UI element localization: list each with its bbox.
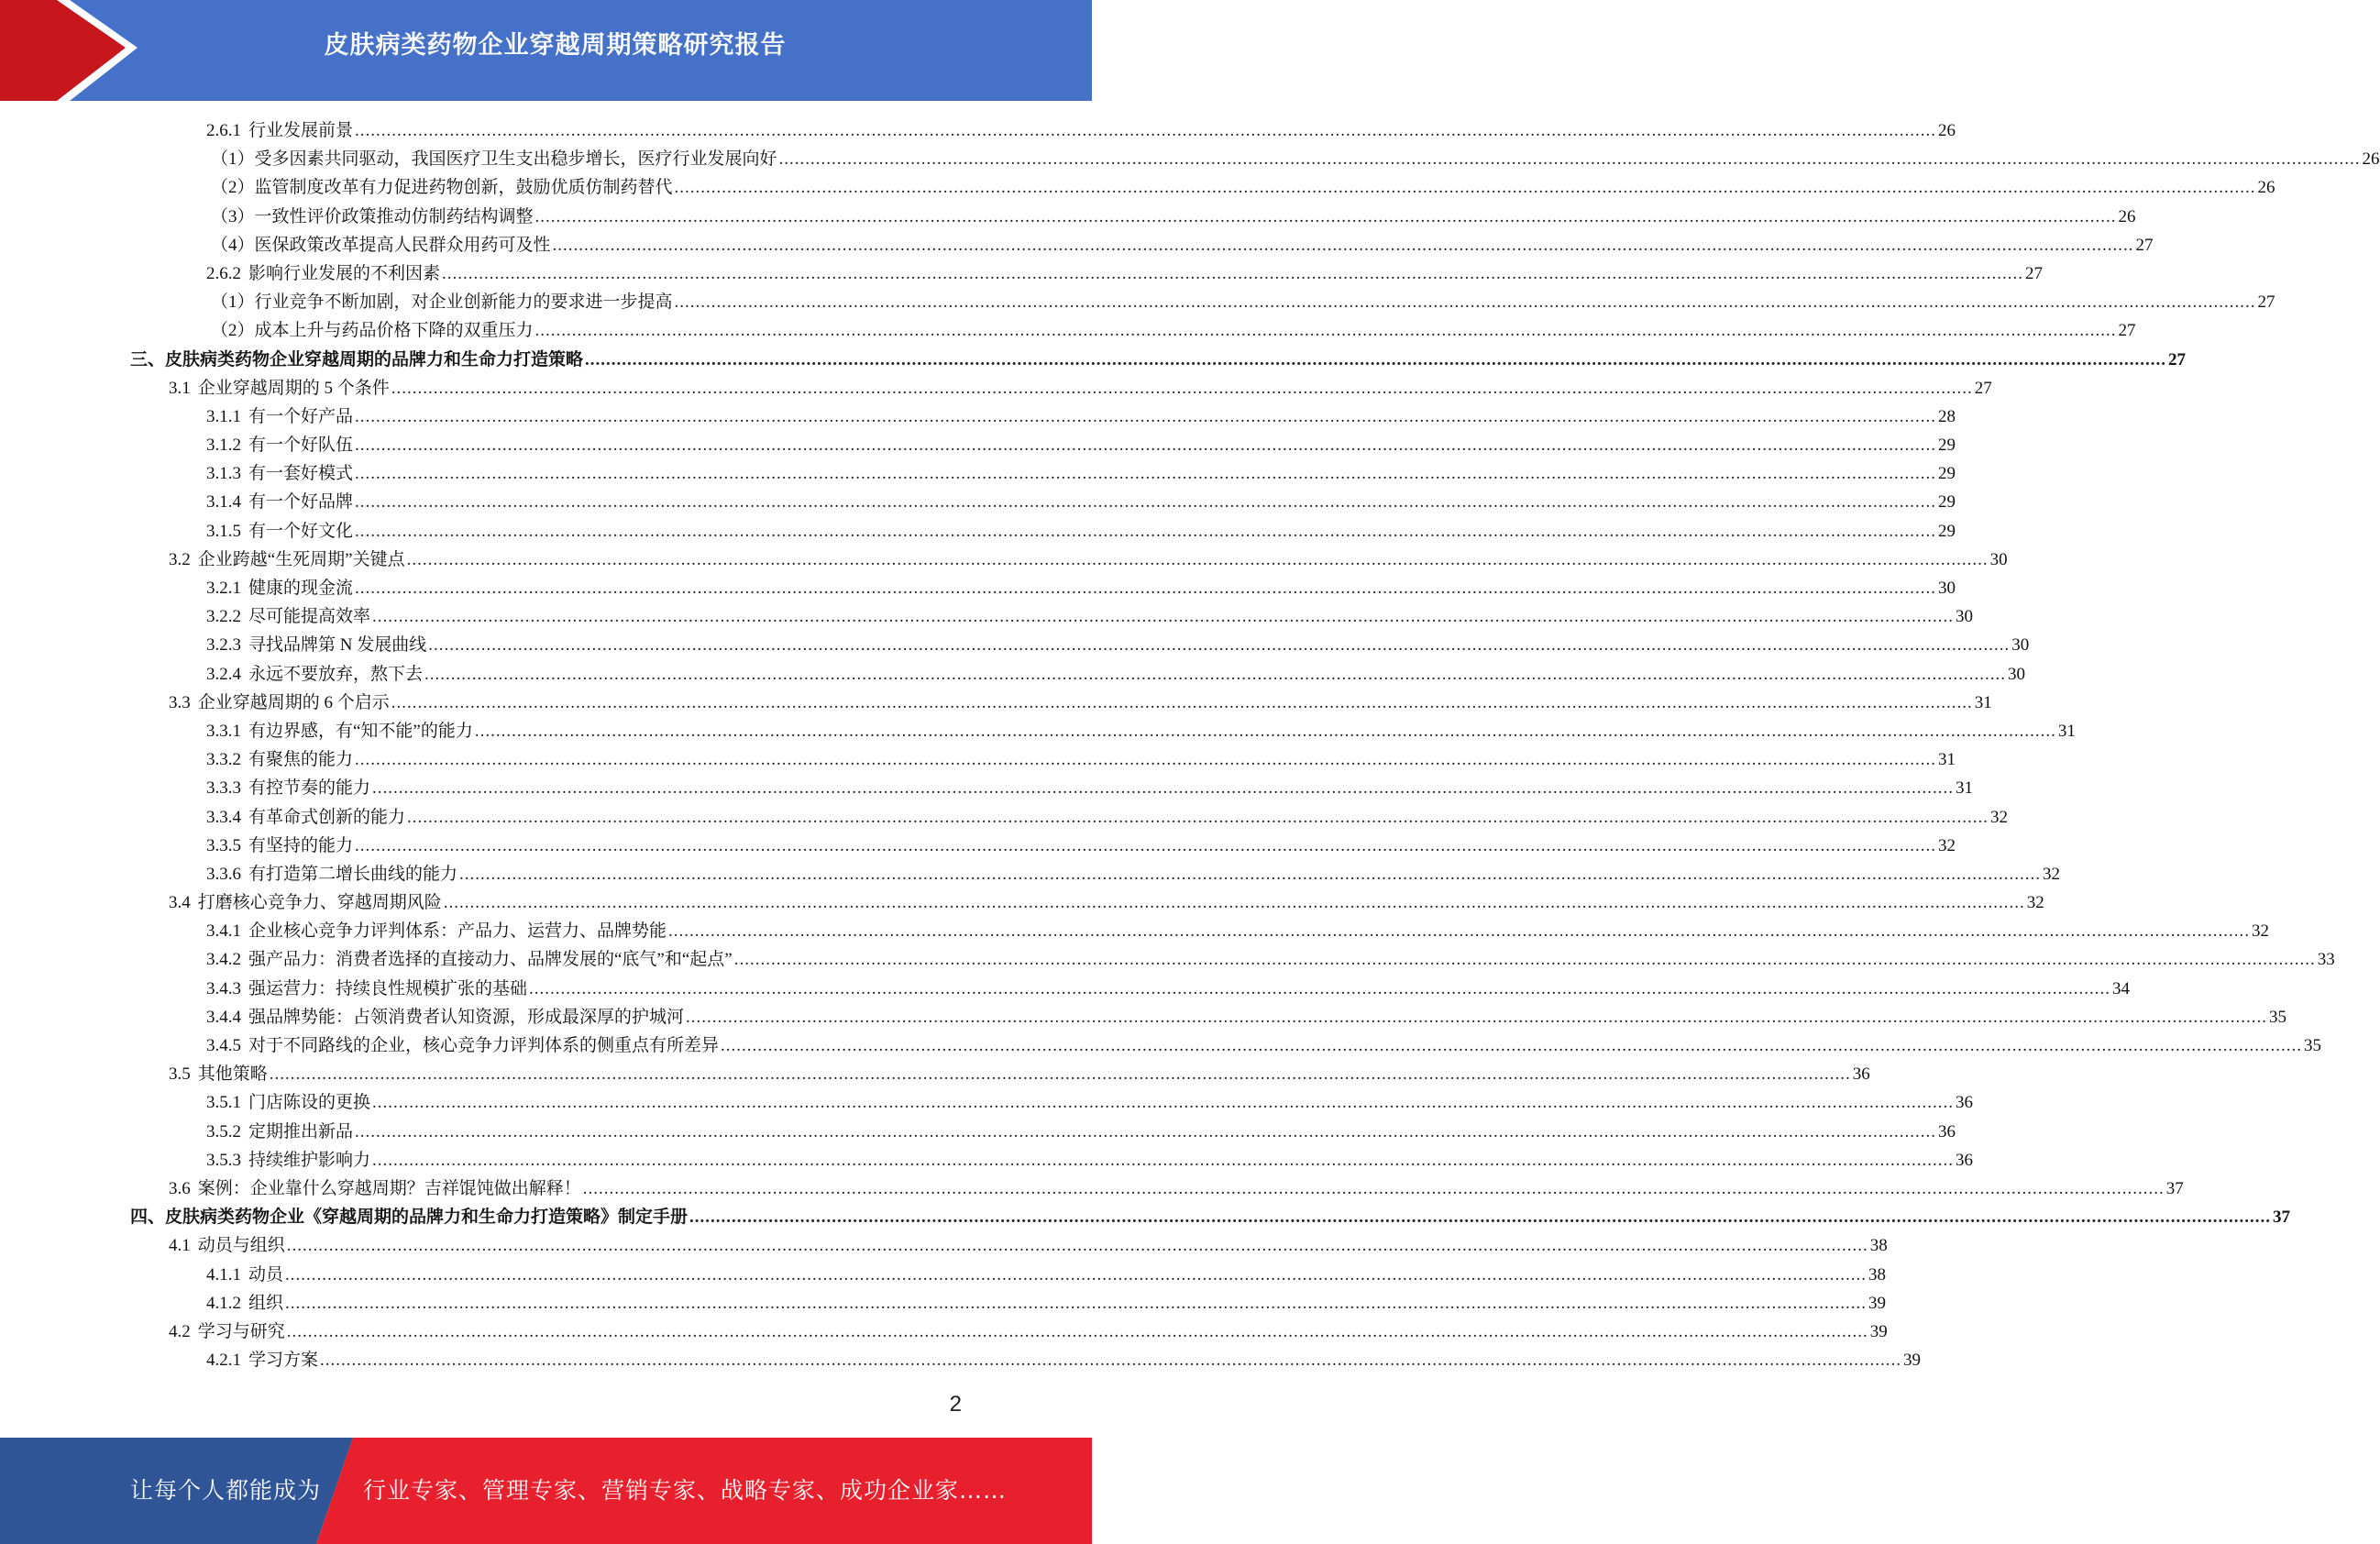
toc-entry-number: （4） xyxy=(211,235,255,255)
toc-entry-page: 31 xyxy=(2057,721,2076,741)
toc-entry-page: 34 xyxy=(2112,978,2131,998)
toc-entry-page: 32 xyxy=(2026,893,2044,913)
toc-entry[interactable] xyxy=(0,116,1956,145)
table-of-contents xyxy=(0,116,2380,1374)
toc-entry-title: 有一套好模式 xyxy=(248,464,354,484)
toc-entry[interactable] xyxy=(0,431,1956,459)
toc-entry-number: 3.5 xyxy=(169,1064,191,1085)
toc-entry-number: 4.2 xyxy=(169,1321,191,1341)
toc-entry-number: 3.2.1 xyxy=(206,579,241,598)
toc-entry[interactable] xyxy=(0,574,1956,602)
toc-entry[interactable] xyxy=(0,1261,1887,1289)
toc-dot-leader: ............................................................................................................................................................................................................................................................................................................ xyxy=(372,1150,1955,1170)
toc-entry-number: 3.1 xyxy=(169,378,191,398)
toc-dot-leader: ............................................................................................................................................................................................................................................................................................................ xyxy=(406,549,1989,569)
toc-dot-leader: ............................................................................................................................................................................................................................................................................................................ xyxy=(355,521,1937,541)
toc-entry[interactable] xyxy=(0,975,2131,1003)
toc-entry[interactable] xyxy=(0,1231,1888,1260)
toc-entry-number: 3.5.1 xyxy=(206,1093,241,1113)
toc-entry[interactable] xyxy=(0,203,2136,231)
toc-dot-leader: ............................................................................................................................................................................................................................................................................................................ xyxy=(442,263,2024,283)
toc-entry[interactable] xyxy=(0,860,2061,888)
toc-entry-title: 其他策略 xyxy=(197,1064,268,1085)
toc-entry[interactable] xyxy=(0,288,2275,316)
toc-entry[interactable] xyxy=(0,403,1956,431)
toc-entry-number: 3.3 xyxy=(169,692,191,712)
toc-entry-title: 永远不要放弃，熬下去 xyxy=(248,664,424,684)
toc-dot-leader: ............................................................................................................................................................................................................................................................................................................ xyxy=(552,235,2134,255)
header-band xyxy=(0,0,1092,101)
toc-dot-leader: ............................................................................................................................................................................................................................................................................................................ xyxy=(391,378,1973,398)
toc-entry[interactable] xyxy=(0,1088,1974,1117)
toc-dot-leader: ............................................................................................................................................................................................................................................................................................................ xyxy=(355,1121,1937,1141)
toc-entry[interactable] xyxy=(0,660,2026,689)
toc-dot-leader: ............................................................................................................................................................................................................................................................................................................ xyxy=(424,664,2007,684)
toc-dot-leader: ............................................................................................................................................................................................................................................................................................................ xyxy=(355,464,1937,484)
toc-entry-page: 35 xyxy=(2304,1036,2322,1055)
toc-entry-page: 39 xyxy=(1868,1293,1887,1313)
toc-entry-number: （1） xyxy=(211,149,255,170)
toc-entry-title: 企业跨越“生死周期”关键点 xyxy=(197,549,405,569)
toc-entry-number: 3.5.3 xyxy=(206,1150,241,1170)
toc-entry-title: 有坚持的能力 xyxy=(248,835,354,855)
toc-entry-number: 4.1 xyxy=(169,1236,191,1256)
toc-entry-number: 3.3.1 xyxy=(206,721,241,741)
toc-entry-number: 3.2.3 xyxy=(206,635,241,656)
toc-entry-page: 33 xyxy=(2317,950,2335,970)
toc-dot-leader: ............................................................................................................................................................................................................................................................................................................ xyxy=(320,1351,1902,1371)
toc-entry[interactable] xyxy=(0,517,1956,546)
toc-entry[interactable] xyxy=(0,689,1992,717)
toc-dot-leader: ............................................................................................................................................................................................................................................................................................................ xyxy=(285,1293,1868,1313)
toc-entry-page: 32 xyxy=(1990,807,2009,827)
footer-band xyxy=(0,1438,1092,1544)
toc-entry-title: 医保政策改革提高人民群众用药可及性 xyxy=(254,235,551,255)
toc-entry-title: 行业发展前景 xyxy=(248,121,354,140)
toc-entry-number: 4.2.1 xyxy=(206,1351,241,1371)
toc-dot-leader: ............................................................................................................................................................................................................................................................................................................ xyxy=(355,492,1937,513)
toc-dot-leader: ............................................................................................................................................................................................................................................................................................................ xyxy=(585,349,2167,369)
toc-dot-leader: ............................................................................................................................................................................................................................................................................................................ xyxy=(355,750,1937,770)
toc-entry-title: 有一个好队伍 xyxy=(248,436,354,456)
toc-entry[interactable] xyxy=(0,1003,2287,1031)
toc-entry[interactable] xyxy=(0,888,2044,917)
toc-entry-number: 三、 xyxy=(130,349,166,369)
toc-entry-page: 29 xyxy=(1938,464,1956,484)
toc-entry-number: 3.1.4 xyxy=(206,492,241,513)
toc-entry-page: 28 xyxy=(1938,406,1956,426)
toc-entry-page: 36 xyxy=(1938,1121,1956,1141)
toc-dot-leader: ............................................................................................................................................................................................................................................................................................................ xyxy=(443,893,2025,913)
toc-entry-title: 打磨核心竞争力、穿越周期风险 xyxy=(197,893,442,913)
toc-entry-page: 32 xyxy=(2252,921,2270,942)
toc-entry-title: 有聚焦的能力 xyxy=(248,750,354,770)
toc-entry-number: 3.2 xyxy=(169,549,191,569)
toc-entry-page: 38 xyxy=(1869,1236,1888,1256)
toc-entry-title: 有打造第二增长曲线的能力 xyxy=(248,864,458,884)
toc-entry-number: 3.3.5 xyxy=(206,835,241,855)
toc-dot-leader: ............................................................................................................................................................................................................................................................................................................ xyxy=(355,406,1937,426)
toc-dot-leader: ............................................................................................................................................................................................................................................................................................................ xyxy=(733,950,2316,970)
toc-entry[interactable] xyxy=(0,1031,2322,1060)
toc-entry-number: 4.1.2 xyxy=(206,1293,241,1313)
toc-entry-title: 强品牌势能：占领消费者认知资源，形成最深厚的护城河 xyxy=(248,1007,685,1027)
toc-dot-leader: ............................................................................................................................................................................................................................................................................................................ xyxy=(355,835,1937,855)
toc-entry-page: 32 xyxy=(1938,835,1956,855)
toc-entry-page: 32 xyxy=(2043,864,2061,884)
toc-entry-title: 持续维护影响力 xyxy=(248,1150,371,1170)
toc-dot-leader: ............................................................................................................................................................................................................................................................................................................ xyxy=(582,1178,2165,1198)
toc-entry-title: 定期推出新品 xyxy=(248,1121,354,1141)
toc-entry-title: 案例：企业靠什么穿越周期？吉祥馄饨做出解释！ xyxy=(197,1178,581,1198)
toc-entry[interactable] xyxy=(0,745,1956,774)
toc-entry-number: 2.6.1 xyxy=(206,121,241,140)
toc-entry-number: 3.2.4 xyxy=(206,664,241,684)
toc-entry-title: 有一个好产品 xyxy=(248,406,354,426)
toc-entry-title: 企业穿越周期的 5 个条件 xyxy=(197,378,390,398)
toc-entry[interactable] xyxy=(0,459,1956,488)
toc-entry[interactable] xyxy=(0,145,2380,173)
toc-dot-leader: ............................................................................................................................................................................................................................................................................................................ xyxy=(668,921,2251,942)
toc-entry-page: 26 xyxy=(2257,178,2275,198)
toc-dot-leader: ............................................................................................................................................................................................................................................................................................................ xyxy=(286,1321,1868,1341)
toc-dot-leader: ............................................................................................................................................................................................................................................................................................................ xyxy=(778,149,2361,170)
toc-entry-title: 有一个好品牌 xyxy=(248,492,354,513)
toc-dot-leader: ............................................................................................................................................................................................................................................................................................................ xyxy=(428,635,2011,656)
toc-entry-number: （2） xyxy=(211,321,255,341)
toc-entry-page: 37 xyxy=(2273,1208,2291,1228)
toc-entry-number: 3.4.4 xyxy=(206,1007,241,1027)
toc-entry[interactable] xyxy=(0,917,2270,945)
toc-entry-title: 皮肤病类药物企业《穿越周期的品牌力和生命力打造策略》制定手册 xyxy=(165,1208,689,1228)
toc-dot-leader: ............................................................................................................................................................................................................................................................................................................ xyxy=(686,1007,2268,1027)
toc-entry-title: 学习与研究 xyxy=(197,1321,285,1341)
toc-entry-number: 3.3.2 xyxy=(206,750,241,770)
toc-entry[interactable] xyxy=(0,1146,1974,1175)
toc-entry[interactable] xyxy=(0,259,2044,288)
toc-entry-title: 企业核心竞争力评判体系：产品力、运营力、品牌势能 xyxy=(248,921,667,942)
toc-entry-number: （3） xyxy=(211,206,255,226)
toc-entry-number: 3.1.5 xyxy=(206,521,241,541)
footer-slogan-right: 行业专家、管理专家、营销专家、战略专家、成功企业家…… xyxy=(363,1477,1008,1504)
toc-entry-page: 36 xyxy=(1956,1150,1974,1170)
toc-entry-page: 31 xyxy=(1956,778,1974,799)
toc-entry-title: 尽可能提高效率 xyxy=(248,607,371,627)
toc-entry-number: 3.3.3 xyxy=(206,778,241,799)
toc-entry-number: 3.4.2 xyxy=(206,950,241,970)
toc-entry-page: 30 xyxy=(2011,635,2030,656)
toc-entry[interactable] xyxy=(0,316,2136,345)
toc-entry-number: （2） xyxy=(211,178,255,198)
toc-entry-title: 行业竞争不断加剧，对企业创新能力的要求进一步提高 xyxy=(254,292,673,313)
toc-entry-title: 寻找品牌第 N 发展曲线 xyxy=(248,635,427,656)
toc-dot-leader: ............................................................................................................................................................................................................................................................................................................ xyxy=(674,292,2256,313)
toc-entry[interactable] xyxy=(0,1060,1870,1088)
toc-dot-leader: ............................................................................................................................................................................................................................................................................................................ xyxy=(674,178,2256,198)
toc-entry-title: 有革命式创新的能力 xyxy=(248,807,406,827)
toc-dot-leader: ............................................................................................................................................................................................................................................................................................................ xyxy=(372,778,1955,799)
toc-entry-number: 3.1.2 xyxy=(206,436,241,456)
toc-entry-page: 27 xyxy=(2118,321,2136,341)
toc-entry-page: 30 xyxy=(1938,579,1956,598)
toc-entry-page: 35 xyxy=(2269,1007,2287,1027)
page-number: 2 xyxy=(949,1392,962,1417)
toc-entry-title: 强运营力：持续良性规模扩张的基础 xyxy=(248,978,528,998)
toc-dot-leader: ............................................................................................................................................................................................................................................................................................................ xyxy=(474,721,2056,741)
toc-entry-title: 健康的现金流 xyxy=(248,579,354,598)
toc-entry-title: 企业穿越周期的 6 个启示 xyxy=(197,692,390,712)
toc-entry-number: 3.4.1 xyxy=(206,921,241,942)
toc-entry-number: （1） xyxy=(211,292,255,313)
toc-entry-title: 受多因素共同驱动，我国医疗卫生支出稳步增长，医疗行业发展向好 xyxy=(254,149,777,170)
toc-entry-title: 动员与组织 xyxy=(197,1236,285,1256)
toc-entry-page: 27 xyxy=(2257,292,2275,313)
toc-dot-leader: ............................................................................................................................................................................................................................................................................................................ xyxy=(355,579,1937,598)
toc-entry-number: 3.5.2 xyxy=(206,1121,241,1141)
toc-dot-leader: ............................................................................................................................................................................................................................................................................................................ xyxy=(286,1236,1868,1256)
toc-entry[interactable] xyxy=(0,774,1974,802)
toc-entry-page: 36 xyxy=(1852,1064,1870,1085)
report-title: 皮肤病类药物企业穿越周期策略研究报告 xyxy=(324,31,787,60)
toc-entry[interactable] xyxy=(0,346,2187,374)
toc-entry[interactable] xyxy=(0,602,1974,631)
footer-slogan-left: 让每个人都能成为 xyxy=(130,1477,322,1504)
toc-dot-leader: ............................................................................................................................................................................................................................................................................................................ xyxy=(285,1264,1868,1285)
toc-dot-leader: ............................................................................................................................................................................................................................................................................................................ xyxy=(534,206,2117,226)
toc-entry-page: 27 xyxy=(2135,235,2154,255)
toc-dot-leader: ............................................................................................................................................................................................................................................................................................................ xyxy=(459,864,2042,884)
toc-dot-leader: ............................................................................................................................................................................................................................................................................................................ xyxy=(372,1093,1955,1113)
toc-entry[interactable] xyxy=(0,1289,1887,1318)
toc-entry-number: 3.2.2 xyxy=(206,607,241,627)
toc-entry-number: 3.3.6 xyxy=(206,864,241,884)
toc-entry-page: 38 xyxy=(1868,1264,1887,1285)
toc-entry-page: 31 xyxy=(1938,750,1956,770)
toc-entry-number: 3.1.3 xyxy=(206,464,241,484)
toc-entry-title: 学习方案 xyxy=(248,1351,319,1371)
toc-entry[interactable] xyxy=(0,832,1956,860)
toc-entry[interactable] xyxy=(0,488,1956,516)
toc-entry-title: 有控节奏的能力 xyxy=(248,778,371,799)
toc-dot-leader: ............................................................................................................................................................................................................................................................................................................ xyxy=(372,607,1955,627)
toc-entry-page: 26 xyxy=(2362,149,2380,170)
toc-entry-title: 门店陈设的更换 xyxy=(248,1093,371,1113)
toc-entry-title: 一致性评价政策推动仿制药结构调整 xyxy=(254,206,534,226)
toc-entry-number: 四、 xyxy=(130,1208,166,1228)
toc-entry-page: 27 xyxy=(1974,378,1992,398)
toc-entry-title: 强产品力：消费者选择的直接动力、品牌发展的“底气”和“起点” xyxy=(248,950,733,970)
toc-entry-page: 30 xyxy=(2008,664,2026,684)
toc-entry-page: 30 xyxy=(1989,549,2008,569)
toc-entry-title: 组织 xyxy=(248,1293,284,1313)
toc-entry-page: 31 xyxy=(1974,692,1992,712)
toc-dot-leader: ............................................................................................................................................................................................................................................................................................................ xyxy=(529,978,2111,998)
toc-entry-page: 29 xyxy=(1938,492,1956,513)
toc-entry-number: 3.3.4 xyxy=(206,807,241,827)
toc-entry-title: 成本上升与药品价格下降的双重压力 xyxy=(254,321,534,341)
toc-entry-page: 39 xyxy=(1903,1351,1922,1371)
toc-entry[interactable] xyxy=(0,717,2076,745)
toc-dot-leader: ............................................................................................................................................................................................................................................................................................................ xyxy=(721,1036,2303,1055)
toc-entry-page: 30 xyxy=(1956,607,1974,627)
toc-entry-title: 动员 xyxy=(248,1264,284,1285)
toc-dot-leader: ............................................................................................................................................................................................................................................................................................................ xyxy=(269,1064,1851,1085)
toc-entry[interactable] xyxy=(0,1118,1956,1146)
toc-entry-number: 3.4.5 xyxy=(206,1036,241,1055)
toc-dot-leader: ............................................................................................................................................................................................................................................................................................................ xyxy=(355,436,1937,456)
toc-entry[interactable] xyxy=(0,231,2154,259)
toc-entry[interactable] xyxy=(0,1203,2291,1231)
toc-dot-leader: ............................................................................................................................................................................................................................................................................................................ xyxy=(391,692,1973,712)
toc-dot-leader: ............................................................................................................................................................................................................................................................................................................ xyxy=(689,1208,2272,1228)
toc-entry-page: 37 xyxy=(2165,1178,2184,1198)
toc-entry[interactable] xyxy=(0,1175,2184,1203)
toc-entry-title: 监管制度改革有力促进药物创新，鼓励优质仿制药替代 xyxy=(254,178,673,198)
toc-entry-page: 26 xyxy=(1938,121,1956,140)
toc-entry[interactable] xyxy=(0,173,2275,202)
toc-entry[interactable] xyxy=(0,546,2008,574)
toc-entry-page: 39 xyxy=(1869,1321,1888,1341)
toc-dot-leader: ............................................................................................................................................................................................................................................................................................................ xyxy=(534,321,2117,341)
toc-entry[interactable] xyxy=(0,1346,1922,1374)
toc-entry-title: 有一个好文化 xyxy=(248,521,354,541)
toc-entry-number: 3.6 xyxy=(169,1178,191,1198)
toc-entry-page: 29 xyxy=(1938,436,1956,456)
toc-entry-number: 4.1.1 xyxy=(206,1264,241,1285)
toc-entry[interactable] xyxy=(0,803,2009,832)
toc-entry-page: 26 xyxy=(2118,206,2136,226)
toc-entry[interactable] xyxy=(0,1318,1888,1346)
toc-entry-title: 有边界感，有“知不能”的能力 xyxy=(248,721,473,741)
toc-entry-page: 36 xyxy=(1956,1093,1974,1113)
toc-entry-number: 3.1.1 xyxy=(206,406,241,426)
toc-entry[interactable] xyxy=(0,374,1992,403)
toc-entry[interactable] xyxy=(0,631,2030,659)
toc-entry[interactable] xyxy=(0,945,2335,974)
toc-entry-number: 2.6.2 xyxy=(206,263,241,283)
toc-dot-leader: ............................................................................................................................................................................................................................................................................................................ xyxy=(355,121,1937,140)
toc-entry-number: 3.4.3 xyxy=(206,978,241,998)
toc-entry-title: 对于不同路线的企业，核心竞争力评判体系的侧重点有所差异 xyxy=(248,1036,720,1055)
toc-dot-leader: ............................................................................................................................................................................................................................................................................................................ xyxy=(407,807,1989,827)
toc-entry-page: 27 xyxy=(2025,263,2044,283)
toc-entry-number: 3.4 xyxy=(169,893,191,913)
toc-entry-page: 27 xyxy=(2168,349,2187,369)
toc-entry-title: 影响行业发展的不利因素 xyxy=(248,263,441,283)
toc-entry-page: 29 xyxy=(1938,521,1956,541)
toc-entry-title: 皮肤病类药物企业穿越周期的品牌力和生命力打造策略 xyxy=(165,349,584,369)
